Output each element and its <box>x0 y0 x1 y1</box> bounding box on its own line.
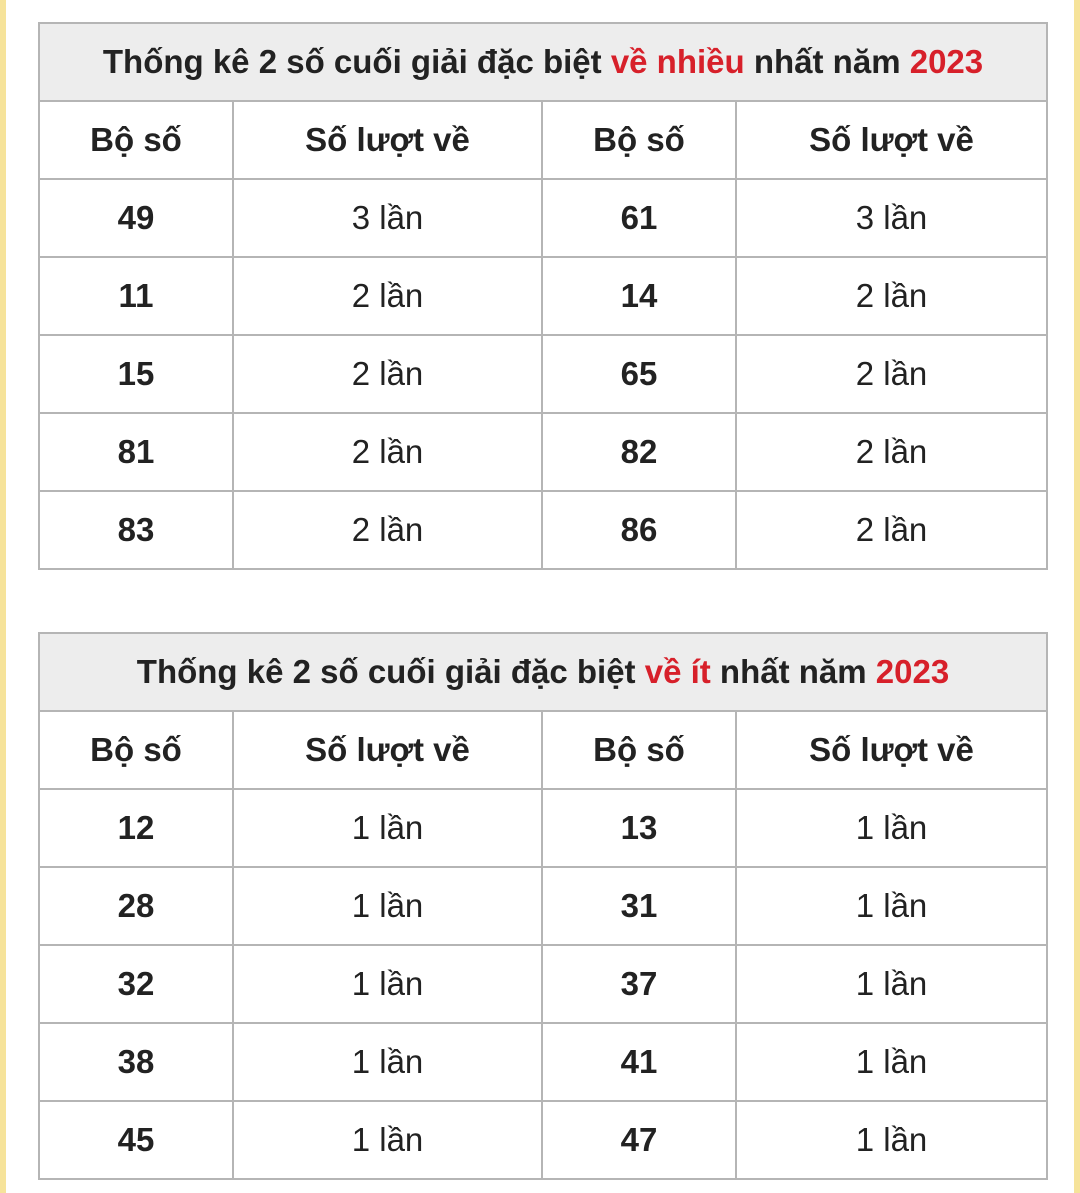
header-bo-so: Bộ số <box>542 711 736 789</box>
table-row <box>39 1101 1047 1179</box>
title-text: Thống kê 2 số cuối giải đặc biệt <box>102 43 611 80</box>
number-cell: 37 <box>542 945 736 1023</box>
header-so-luot-ve: Số lượt về <box>736 101 1047 179</box>
count-cell: 1 lần <box>233 1101 542 1179</box>
title-text-mid: nhất năm <box>710 653 876 690</box>
number-cell: 83 <box>39 491 233 569</box>
title-year: 2023 <box>875 653 950 690</box>
count-cell: 2 lần <box>736 491 1047 569</box>
header-so-luot-ve: Số lượt về <box>233 101 542 179</box>
number-cell: 49 <box>39 179 233 257</box>
title-highlight: về ít <box>644 653 711 690</box>
header-bo-so: Bộ số <box>39 711 233 789</box>
count-cell: 1 lần <box>736 789 1047 867</box>
count-cell: 1 lần <box>233 867 542 945</box>
number-cell: 65 <box>542 335 736 413</box>
number-cell: 86 <box>542 491 736 569</box>
number-cell: 38 <box>39 1023 233 1101</box>
number-cell: 11 <box>39 257 233 335</box>
table-title-row <box>39 633 1047 711</box>
number-cell: 32 <box>39 945 233 1023</box>
table-row <box>39 257 1047 335</box>
header-bo-so: Bộ số <box>542 101 736 179</box>
count-cell: 3 lần <box>736 179 1047 257</box>
least-frequent-table <box>38 632 1048 1180</box>
count-cell: 2 lần <box>233 257 542 335</box>
title-text-mid: nhất năm <box>744 43 910 80</box>
count-cell: 1 lần <box>233 789 542 867</box>
table-row <box>39 1023 1047 1101</box>
count-cell: 2 lần <box>736 335 1047 413</box>
count-cell: 2 lần <box>736 413 1047 491</box>
count-cell: 1 lần <box>736 1101 1047 1179</box>
count-cell: 2 lần <box>233 413 542 491</box>
number-cell: 61 <box>542 179 736 257</box>
number-cell: 28 <box>39 867 233 945</box>
header-row <box>39 711 1047 789</box>
table-title <box>39 633 1047 711</box>
count-cell: 1 lần <box>736 945 1047 1023</box>
table-title <box>39 23 1047 101</box>
header-row <box>39 101 1047 179</box>
table-title-row <box>39 23 1047 101</box>
number-cell: 31 <box>542 867 736 945</box>
table-row <box>39 867 1047 945</box>
count-cell: 1 lần <box>736 1023 1047 1101</box>
count-cell: 2 lần <box>736 257 1047 335</box>
header-so-luot-ve: Số lượt về <box>233 711 542 789</box>
header-so-luot-ve: Số lượt về <box>736 711 1047 789</box>
most-frequent-table <box>38 22 1048 570</box>
title-highlight: về nhiều <box>610 43 745 80</box>
table-row <box>39 335 1047 413</box>
number-cell: 15 <box>39 335 233 413</box>
count-cell: 1 lần <box>736 867 1047 945</box>
count-cell: 2 lần <box>233 491 542 569</box>
count-cell: 1 lần <box>233 1023 542 1101</box>
number-cell: 12 <box>39 789 233 867</box>
title-text: Thống kê 2 số cuối giải đặc biệt <box>136 653 645 690</box>
table-row <box>39 179 1047 257</box>
count-cell: 1 lần <box>233 945 542 1023</box>
table-row <box>39 789 1047 867</box>
left-edge-strip <box>0 0 6 1193</box>
number-cell: 14 <box>542 257 736 335</box>
count-cell: 2 lần <box>233 335 542 413</box>
number-cell: 81 <box>39 413 233 491</box>
table-row <box>39 413 1047 491</box>
count-cell: 3 lần <box>233 179 542 257</box>
right-edge-strip <box>1074 0 1080 1193</box>
number-cell: 82 <box>542 413 736 491</box>
number-cell: 13 <box>542 789 736 867</box>
header-bo-so: Bộ số <box>39 101 233 179</box>
table-row <box>39 945 1047 1023</box>
title-year: 2023 <box>909 43 984 80</box>
number-cell: 41 <box>542 1023 736 1101</box>
table-row <box>39 491 1047 569</box>
number-cell: 45 <box>39 1101 233 1179</box>
number-cell: 47 <box>542 1101 736 1179</box>
